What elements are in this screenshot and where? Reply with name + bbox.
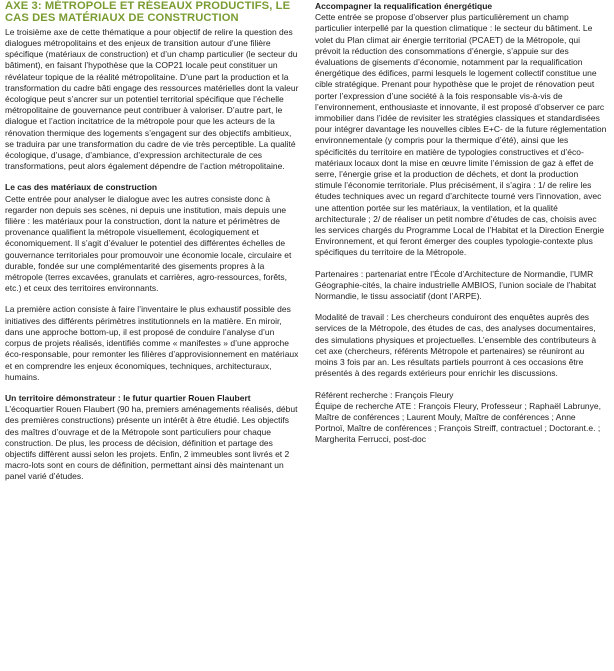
materials-paragraph: Cette entrée pour analyser le dialogue avec les autres consiste donc à regarder non depuis ses scènes, ni depuis une institution, mais depuis une filière : les matériaux pour la construction, dont la nature et périmètres de provenance qualifient la métropole visuellement, écologiquement et économiquement. Il s’agit d’évaluer le potentiel des différentes échelles de gouvernance territoriales pour promouvoir une économie locale, circulaire et durable, fondée sur une complémentarité des gisements propres à la métropole (terres excavées, granulats et carrières, agro-ressources, forêts, etc.) et ceux des territoires environnants. <box>5 193 292 294</box>
demonstrator-heading: Un territoire démonstrateur : le futur quartier Rouen Flaubert <box>5 392 251 403</box>
demonstrator-paragraph: L’écoquartier Rouen Flaubert (90 ha, premiers aménagements réalisés, début des premières constructions) présente un intérêt à être étudié. Les objectifs des maîtres d’ouvrage et de la Métropole sont particuliers pour chaque construction. De plus, les process de décision, définition et partage des objectifs diffèrent aussi selon les projets. Enfin, 2 immeubles sont livrés et 2 macro-lots sont en cours de définition, permettant ainsi dès maintenant un panel varié d’études. <box>5 404 298 482</box>
partners-paragraph: Partenaires : partenariat entre l’École d’Architecture de Normandie, l’UMR Géographie-cités, la chaire industrielle AMBIOS, l’union sociale de l’habitat Normandie, le tissu associatif (dont l’ARPE). <box>315 268 597 302</box>
first-action-paragraph: La première action consiste à faire l’inventaire le plus exhaustif possible des initiatives des différents périmètres institutionnels en la matière. En miroir, dans une approche bottom-up, il est proposé de conduire l’analyse d’un corpus de projets réalisés, identifiés comme « manifestes » d’une approche éco-responsable, pour remonter les filières d’approvisionnement en matériaux et en comprendre les enjeux économiques, techniques, architecturaux, humains. <box>5 304 299 382</box>
right-column <box>315 1 607 446</box>
left-column <box>5 1 300 483</box>
axis-title: AXE 3: MÉTROPOLE ET RÉSEAUX PRODUCTIFS, LE CAS DES MATÉRIAUX DE CONSTRUCTION <box>5 0 291 24</box>
research-team: Équipe de recherche ATE : François Fleury, Professeur ; Raphaël Labrunye, Maître de conférences ; Laurent Mouly, Maître de conférences ; Anne Portnoï, Maître de conférences ; François Streiff, contractuel ; Doctorant.e. ; Margherita Ferrucci, post-doc <box>315 400 601 445</box>
work-modality-paragraph: Modalité de travail : Les chercheurs conduiront des enquêtes auprès des services de la Métropole, des études de cas, des analyses documentaires, des simulations physiques et projectuelles. L’ensemble des contributeurs à cet axe (chercheurs, référents Métropole et partenaires) se réuniront au moins 3 fois par an. Les résultats partiels pourront à ces occasions être présentés à des regards extérieurs pour enrichir les discussions. <box>315 312 597 379</box>
materials-heading: Le cas des matériaux de construction <box>5 182 158 193</box>
intro-paragraph: Le troisième axe de cette thématique a pour objectif de relire la question des dialogues métropolitains et des enjeux de transition autour d’une filière spécifique (matériaux de construction) et d’un champ particulier (le secteur du bâtiment), en faisant l’hypothèse que la COP21 locale peut constituer un révélateur topique de la réalité métropolitaine. D’une part la production et la transformation du cadre bâti engage des ressources matérielles dont la valeur écologique peut s’ancrer sur un potentiel territorial spécifique que l’échelle métropolitaine de gouvernance peut contribuer à valoriser. D’autre part, le dialogue et l’action incitatrice de la métropole pour que les acteurs de la rénovation thermique des logements s’engagent sur des objectifs ambitieux, se traduira par une transformation du cadre de vie très perceptible. La qualité écologique, d’usage, d’ambiance, d’expression architecturale de ces transformations, peut alors également dépendre de l’action métropolitaine. <box>5 26 299 172</box>
requalification-paragraph: Cette entrée se propose d’observer plus particulièrement un champ particulier interpellé par la question climatique : le secteur du bâtiment. Le volet du Plan climat air énergie territorial (PCAET) de la Métropole, qui prévoit la réduction des consommations d’énergie, s’appuie sur des évaluations de gisements d’économie, notamment par la requalification énergétique des édifices, parmi lesquels le logement collectif constitue une cible stratégique. Prenant pour hypothèse que le projet de rénovation peut porter l’expression d’une société à la fois responsable vis-à-vis de l’environnement, enthousiaste et innovante, il est proposé d’observer ce parc immobilier dans l’idée de revisiter les stratégies classiques et standardisées pour intégrer davantage les nouvelles cibles E+C- de la future réglementation environnementale (y compris pour la thermique d’été), ainsi que les spécificités du territoire en matière de typologies constructives et d’éco-matériaux locaux dont la mise en œuvre limite l’émission de gaz à effet de serre, l’énergie grise et la production de déchets, et dont la production stimule l’économie territoriale. Plus précisément, il s’agira : 1/ de relire les études techniques avec un regard d’architecte tourné vers l’innovation, avec une attention portée sur les matériaux, la ventilation, et la qualité architecturale ; 2/ de réaliser un petit nombre d’études de cas, choisis avec les services chargés du Programme Local de l’Habitat et la Direction Energie Environnement, et qui feront émerger des couples typologie-contexte plus spécifiques du territoire de la Métropole. <box>315 12 607 258</box>
research-referent: Référent recherche : François Fleury <box>315 389 454 400</box>
requalification-heading: Accompagner la requalification énergétique <box>315 1 493 11</box>
